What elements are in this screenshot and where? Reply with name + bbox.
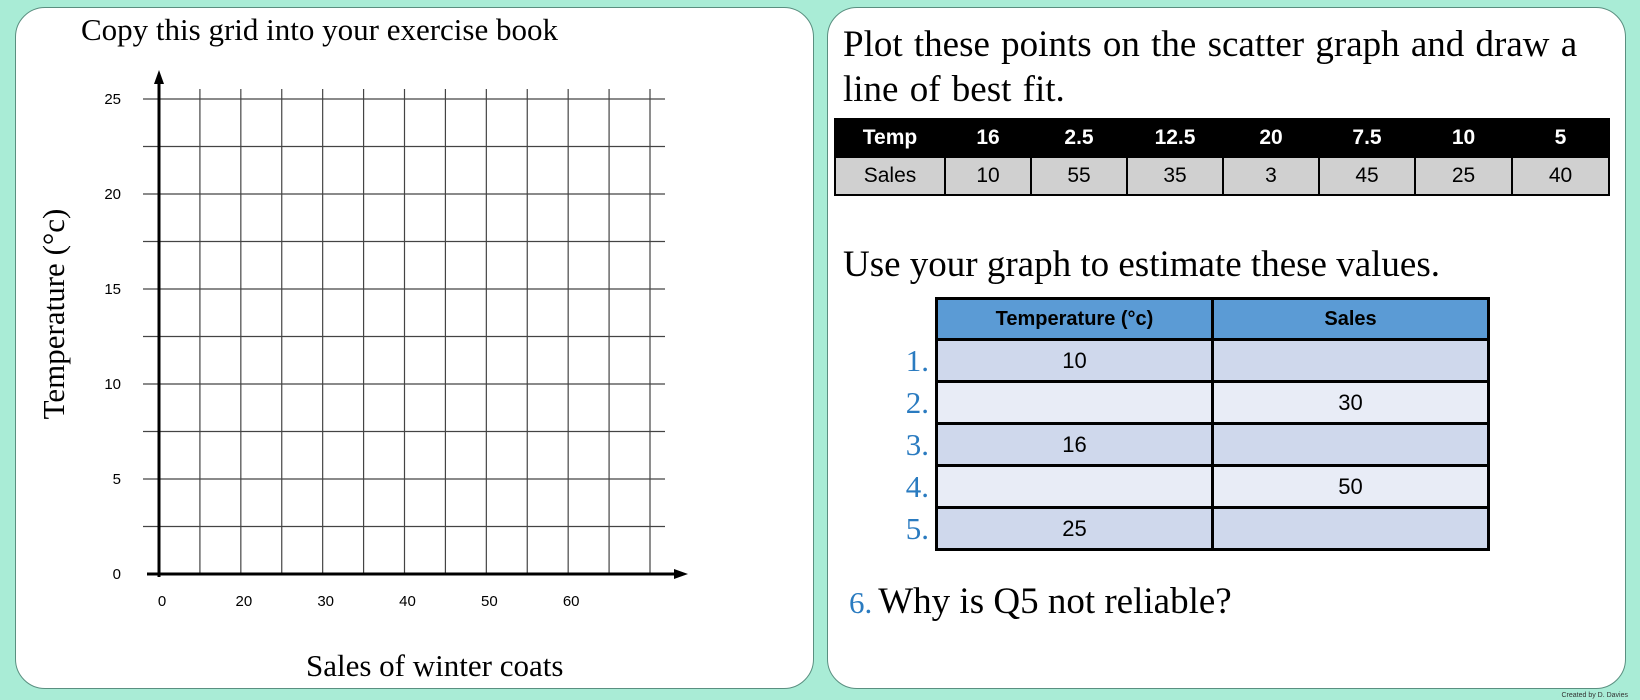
estimate-section bbox=[898, 297, 1490, 551]
questions-panel bbox=[827, 7, 1626, 689]
data-header-cell: 20 bbox=[1223, 119, 1319, 157]
data-cell: 35 bbox=[1127, 157, 1223, 195]
data-cell: 45 bbox=[1319, 157, 1415, 195]
x-tick-label: 60 bbox=[562, 593, 580, 610]
y-tick-label: 15 bbox=[104, 281, 121, 298]
temperature-cell: 10 bbox=[937, 340, 1213, 382]
question-6-text: Why is Q5 not reliable? bbox=[878, 581, 1232, 622]
temperature-cell: 25 bbox=[937, 508, 1213, 550]
question-number: 4. bbox=[905, 468, 929, 504]
x-axis-arrow bbox=[674, 569, 688, 579]
sales-cell bbox=[1213, 424, 1489, 466]
y-tick-label: 10 bbox=[104, 376, 121, 393]
data-header-cell: 16 bbox=[945, 119, 1031, 157]
question-number: 6. bbox=[849, 585, 873, 620]
y-axis-title: Temperature (°c) bbox=[36, 208, 71, 420]
x-tick-label: 20 bbox=[235, 593, 253, 610]
question-number: 3. bbox=[905, 426, 929, 462]
estimate-row bbox=[898, 424, 1489, 466]
temperature-cell bbox=[937, 382, 1213, 424]
data-table bbox=[834, 118, 1610, 196]
data-table-header-row bbox=[835, 119, 1609, 157]
estimate-table bbox=[898, 297, 1490, 551]
data-cell: 10 bbox=[945, 157, 1031, 195]
temperature-cell: 16 bbox=[937, 424, 1213, 466]
data-cell: 55 bbox=[1031, 157, 1127, 195]
question-6 bbox=[849, 580, 1232, 623]
estimate-row bbox=[898, 340, 1489, 382]
estimate-row bbox=[898, 466, 1489, 508]
data-header-cell: 5 bbox=[1512, 119, 1609, 157]
estimate-instruction: Use your graph to estimate these values. bbox=[843, 244, 1440, 285]
data-cell: Sales bbox=[835, 157, 945, 195]
question-number: 1. bbox=[905, 342, 929, 378]
data-header-cell: 12.5 bbox=[1127, 119, 1223, 157]
column-header-sales: Sales bbox=[1213, 299, 1489, 340]
y-axis-arrow bbox=[154, 70, 164, 84]
data-cell: 25 bbox=[1415, 157, 1512, 195]
x-axis-title: Sales of winter coats bbox=[306, 648, 564, 683]
plot-instruction: Plot these points on the scatter graph and draw a line of best fit. bbox=[843, 24, 1578, 110]
data-header-cell: Temp bbox=[835, 119, 945, 157]
x-tick-label: 40 bbox=[399, 593, 416, 610]
scatter-grid bbox=[16, 8, 815, 690]
data-cell: 3 bbox=[1223, 157, 1319, 195]
sales-cell bbox=[1213, 340, 1489, 382]
question-number: 2. bbox=[905, 384, 929, 420]
y-tick-label: 25 bbox=[104, 91, 121, 108]
grid-instruction: Copy this grid into your exercise book bbox=[81, 12, 558, 47]
x-tick-label: 30 bbox=[317, 593, 335, 610]
sales-cell bbox=[1213, 508, 1489, 550]
y-tick-label: 5 bbox=[112, 471, 121, 488]
column-header-temperature: Temperature (°c) bbox=[937, 299, 1213, 340]
estimate-row bbox=[898, 382, 1489, 424]
data-table-row bbox=[835, 157, 1609, 195]
estimate-row bbox=[898, 508, 1489, 550]
sales-cell: 50 bbox=[1213, 466, 1489, 508]
data-header-cell: 2.5 bbox=[1031, 119, 1127, 157]
y-tick-label: 20 bbox=[104, 186, 121, 203]
estimate-header-row bbox=[898, 299, 1489, 340]
y-tick-label: 0 bbox=[112, 566, 121, 583]
sales-cell: 30 bbox=[1213, 382, 1489, 424]
data-cell: 40 bbox=[1512, 157, 1609, 195]
question-number: 5. bbox=[905, 510, 929, 546]
x-tick-label: 0 bbox=[157, 593, 167, 610]
x-tick-label: 50 bbox=[480, 593, 498, 610]
data-header-cell: 7.5 bbox=[1319, 119, 1415, 157]
grid-panel bbox=[15, 7, 814, 689]
temperature-cell bbox=[937, 466, 1213, 508]
data-header-cell: 10 bbox=[1415, 119, 1512, 157]
credit-text: Created by D. Davies bbox=[1561, 692, 1628, 699]
